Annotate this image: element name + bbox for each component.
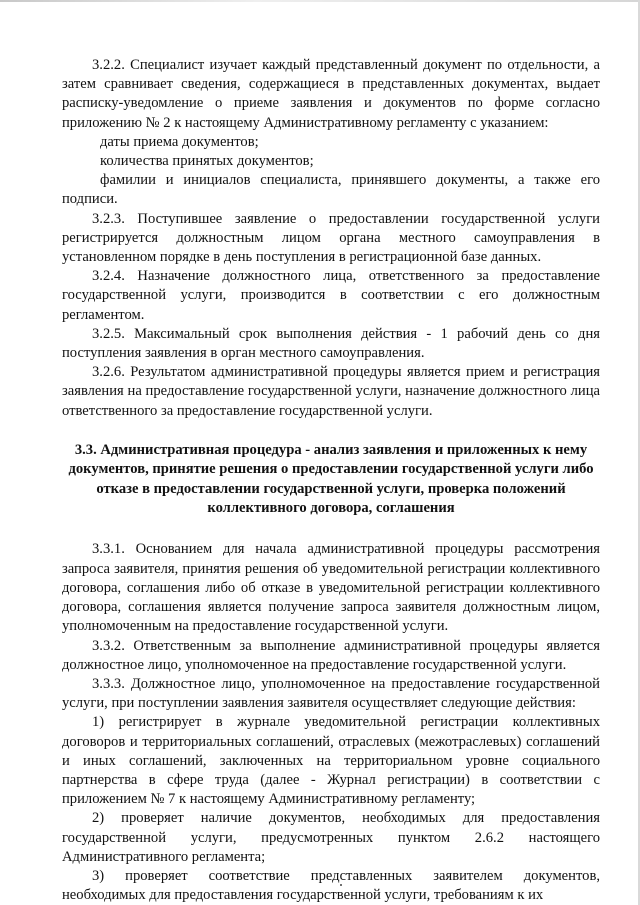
paragraph-3-2-3: 3.2.3. Поступившее заявление о предоставлении государственной услуги регистрируется должностным лицом органа местного самоуправления в установленном порядке в день поступления в регистрационной базе данных.: [62, 210, 600, 266]
document-body: [62, 56, 600, 905]
paragraph-3-2-2: 3.2.2. Специалист изучает каждый представленный документ по отдельности, а затем сравнивает сведения, содержащиеся в представленных документах, выдает расписку-уведомление о приеме заявления и документов по форме согласно приложению № 2 к настоящему Административному регламенту с указанием:: [62, 57, 600, 131]
scan-edge-top: [0, 0, 640, 2]
paragraph-3-2-5: 3.2.5. Максимальный срок выполнения действия - 1 рабочий день со дня поступления заявления в орган местного самоуправления.: [62, 325, 600, 362]
scan-speck: [340, 884, 342, 886]
paragraph-3-3-3: 3.3.3. Должностное лицо, уполномоченное на предоставление государственной услуги, при поступлении заявления заявителя осуществляет следующие действия:: [62, 675, 600, 712]
list-item-dates: даты приема документов;: [100, 133, 259, 150]
subitem-1: 1) регистрирует в журнале уведомительной регистрации коллективных договоров и территориальных соглашений, отраслевых (межотраслевых) соглашений и иных соглашений, заключенных на территориальном уровне социального партнерства в сфере труда (далее - Журнал регистрации) в соответствии с приложением № 7 к настоящему Административному регламенту;: [62, 714, 600, 808]
section-heading-3-3: 3.3. Административная процедура - анализ заявления и приложенных к нему документов, принятие решения о предоставлении государственной услуги либо отказе в предоставлении государственной услуги, проверка положений коллективного договора, соглашения: [68, 441, 594, 517]
subitem-2: 2) проверяет наличие документов, необходимых для предоставления государственной услуги, предусмотренных пунктом 2.6.2 настоящего Административного регламента;: [62, 810, 600, 865]
paragraph-3-3-1: 3.3.1. Основанием для начала административной процедуры рассмотрения запроса заявителя, принятия решения об уведомительной регистрации коллективного договора, соглашения либо об отказе в уведомительной регистрации коллективного договора, соглашения является получение запроса заявителя должностным лицом, уполномоченным на предоставление государственной услуги.: [62, 541, 600, 635]
paragraph-3-2-4: 3.2.4. Назначение должностного лица, ответственного за предоставление государственной услуги, производится в соответствии с его должностным регламентом.: [62, 268, 600, 323]
list-item-specialist: фамилии и инициалов специалиста, принявшего документы, а также его подписи.: [62, 172, 600, 208]
paragraph-3-2-6: 3.2.6. Результатом административной процедуры является прием и регистрация заявления на предоставление государственной услуги, назначение должностного лица ответственного за предоставление государственной услуги.: [62, 364, 600, 419]
paragraph-3-3-2: 3.3.2. Ответственным за выполнение административной процедуры является должностное лицо, уполномоченное на предоставление государственной услуги.: [62, 637, 600, 673]
list-item-count: количества принятых документов;: [100, 153, 314, 170]
subitem-3: 3) проверяет соответствие представленных заявителем документов, необходимых для предоставления государственной услуги, требованиям к их: [62, 867, 600, 904]
